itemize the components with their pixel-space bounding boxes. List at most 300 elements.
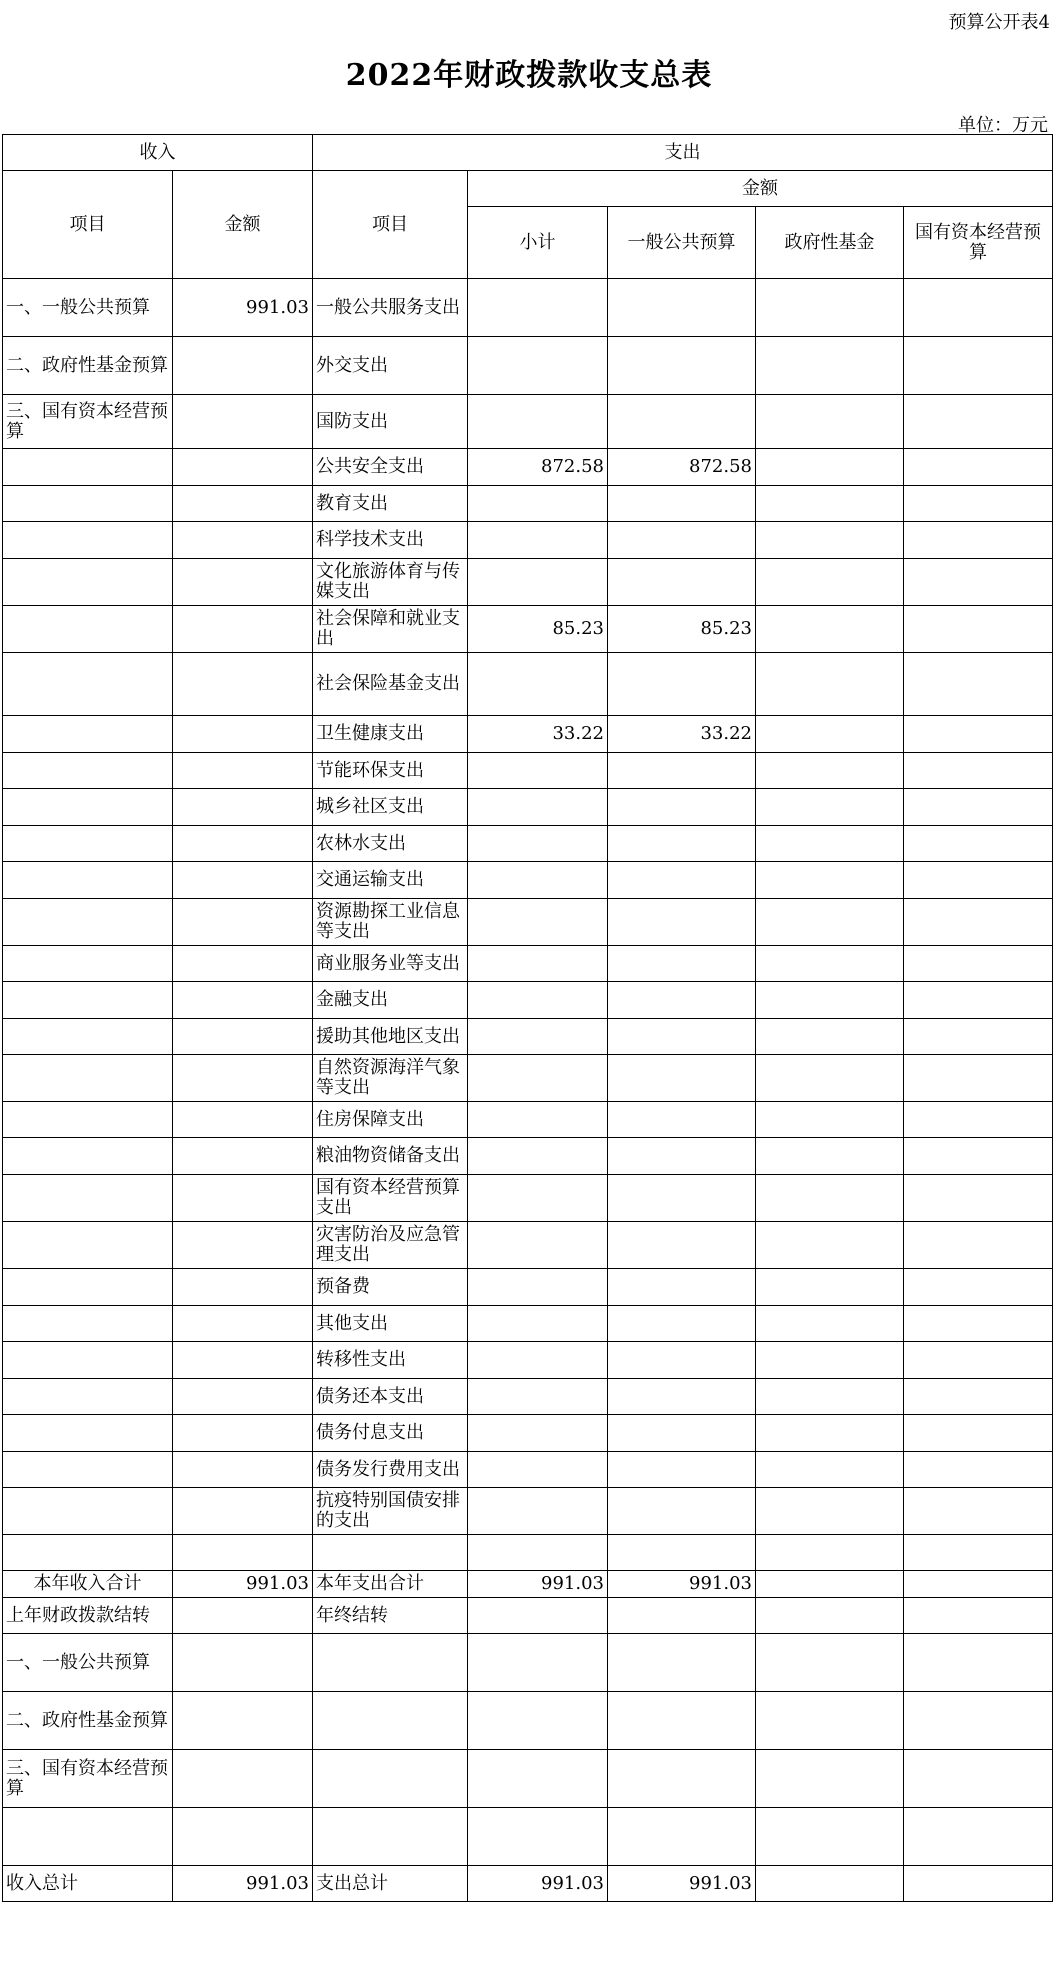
income-amount-cell xyxy=(173,449,313,486)
expense-item-header: 项目 xyxy=(313,171,468,279)
income-item-cell: 一、一般公共预算 xyxy=(3,279,173,337)
state-capital-cell xyxy=(904,1750,1053,1808)
general-budget-cell xyxy=(608,1222,756,1269)
subtotal-cell xyxy=(468,1222,608,1269)
state-capital-cell xyxy=(904,1102,1053,1138)
general-budget-cell: 872.58 xyxy=(608,449,756,486)
state-capital-cell xyxy=(904,653,1053,716)
expense-item-cell: 债务付息支出 xyxy=(313,1415,468,1452)
expense-item-cell xyxy=(313,1535,468,1571)
table-row xyxy=(3,862,1053,899)
state-capital-cell xyxy=(904,1379,1053,1415)
income-amount-cell xyxy=(173,1269,313,1306)
general-budget-cell xyxy=(608,279,756,337)
subtotal-cell xyxy=(468,1138,608,1175)
income-item-cell xyxy=(3,1452,173,1488)
subtotal-cell xyxy=(468,1488,608,1535)
state-capital-cell xyxy=(904,1055,1053,1102)
expense-item-cell xyxy=(313,1808,468,1866)
state-capital-cell xyxy=(904,449,1053,486)
gov-fund-cell xyxy=(756,1866,904,1902)
income-item-cell xyxy=(3,1175,173,1222)
income-amount-cell xyxy=(173,1808,313,1866)
state-capital-cell xyxy=(904,946,1053,982)
general-budget-cell xyxy=(608,486,756,522)
income-item-cell: 上年财政拨款结转 xyxy=(3,1598,173,1634)
expense-item-cell: 灾害防治及应急管理支出 xyxy=(313,1222,468,1269)
income-amount-header: 金额 xyxy=(173,171,313,279)
gov-fund-cell xyxy=(756,1306,904,1342)
expense-item-cell: 援助其他地区支出 xyxy=(313,1019,468,1055)
table-row xyxy=(3,982,1053,1019)
carry-row xyxy=(3,1808,1053,1866)
expense-item-cell: 预备费 xyxy=(313,1269,468,1306)
expense-item-cell: 卫生健康支出 xyxy=(313,716,468,753)
table-row xyxy=(3,1535,1053,1571)
state-capital-cell xyxy=(904,1019,1053,1055)
income-amount-cell xyxy=(173,1306,313,1342)
table-row xyxy=(3,899,1053,946)
gov-fund-cell xyxy=(756,1222,904,1269)
general-budget-cell xyxy=(608,1598,756,1634)
table-row xyxy=(3,753,1053,789)
general-budget-cell xyxy=(608,1019,756,1055)
state-capital-cell xyxy=(904,1488,1053,1535)
subtotal-cell xyxy=(468,395,608,449)
gov-fund-cell xyxy=(756,716,904,753)
state-capital-cell xyxy=(904,1634,1053,1692)
gov-fund-cell xyxy=(756,946,904,982)
page-title: 2022年财政拨款收支总表 xyxy=(345,58,713,93)
general-budget-cell xyxy=(608,522,756,559)
income-item-cell xyxy=(3,862,173,899)
expense-item-cell xyxy=(313,1692,468,1750)
income-amount-cell: 991.03 xyxy=(173,279,313,337)
income-item-cell xyxy=(3,826,173,862)
gov-fund-cell xyxy=(756,1535,904,1571)
gov-fund-cell xyxy=(756,1488,904,1535)
income-item-cell: 二、政府性基金预算 xyxy=(3,337,173,395)
income-amount-cell xyxy=(173,862,313,899)
income-amount-cell xyxy=(173,1175,313,1222)
income-item-cell xyxy=(3,1415,173,1452)
general-budget-cell xyxy=(608,395,756,449)
state-capital-cell xyxy=(904,862,1053,899)
state-capital-cell xyxy=(904,1138,1053,1175)
income-item-cell xyxy=(3,522,173,559)
gov-fund-cell xyxy=(756,753,904,789)
income-amount-cell xyxy=(173,1342,313,1379)
income-header: 收入 xyxy=(3,135,313,171)
income-item-cell xyxy=(3,753,173,789)
gov-fund-cell xyxy=(756,1055,904,1102)
general-budget-cell xyxy=(608,1342,756,1379)
table-row xyxy=(3,1415,1053,1452)
general-budget-cell xyxy=(608,1269,756,1306)
income-amount-cell xyxy=(173,1019,313,1055)
state-capital-cell xyxy=(904,753,1053,789)
subtotal-cell xyxy=(468,1750,608,1808)
income-amount-cell xyxy=(173,1222,313,1269)
general-budget-cell xyxy=(608,1692,756,1750)
income-item-cell xyxy=(3,1342,173,1379)
gov-fund-cell xyxy=(756,1269,904,1306)
gov-fund-cell xyxy=(756,826,904,862)
income-amount-cell xyxy=(173,899,313,946)
state-capital-cell xyxy=(904,559,1053,606)
income-item-cell xyxy=(3,486,173,522)
expense-item-cell: 年终结转 xyxy=(313,1598,468,1634)
state-capital-cell xyxy=(904,1535,1053,1571)
income-amount-cell xyxy=(173,606,313,653)
general-budget-cell xyxy=(608,337,756,395)
subtotal-cell xyxy=(468,1415,608,1452)
carry-row xyxy=(3,1634,1053,1692)
income-amount-cell: 991.03 xyxy=(173,1571,313,1598)
income-item-cell xyxy=(3,1306,173,1342)
table-row xyxy=(3,279,1053,337)
state-capital-cell xyxy=(904,395,1053,449)
income-item-cell: 三、国有资本经营预算 xyxy=(3,395,173,449)
expense-item-cell: 资源勘探工业信息等支出 xyxy=(313,899,468,946)
gov-fund-cell xyxy=(756,395,904,449)
expense-item-cell: 住房保障支出 xyxy=(313,1102,468,1138)
income-amount-cell xyxy=(173,716,313,753)
income-item-cell: 一、一般公共预算 xyxy=(3,1634,173,1692)
income-amount-cell xyxy=(173,946,313,982)
table-row xyxy=(3,1175,1053,1222)
expense-item-cell: 自然资源海洋气象等支出 xyxy=(313,1055,468,1102)
state-capital-cell xyxy=(904,1452,1053,1488)
income-item-cell xyxy=(3,982,173,1019)
table-row xyxy=(3,1138,1053,1175)
table-row xyxy=(3,559,1053,606)
subtotal-cell xyxy=(468,653,608,716)
subtotal-cell xyxy=(468,982,608,1019)
general-budget-cell xyxy=(608,1535,756,1571)
income-amount-cell xyxy=(173,653,313,716)
income-item-cell xyxy=(3,1808,173,1866)
subtotal-cell xyxy=(468,862,608,899)
expense-item-cell: 交通运输支出 xyxy=(313,862,468,899)
general-budget-cell xyxy=(608,753,756,789)
table-row xyxy=(3,522,1053,559)
table-row xyxy=(3,653,1053,716)
subtotal-cell xyxy=(468,1535,608,1571)
income-item-cell xyxy=(3,1379,173,1415)
expense-item-cell: 外交支出 xyxy=(313,337,468,395)
gov-fund-cell xyxy=(756,1571,904,1598)
income-item-cell xyxy=(3,946,173,982)
general-budget-cell: 33.22 xyxy=(608,716,756,753)
gov-fund-cell xyxy=(756,653,904,716)
income-item-cell xyxy=(3,716,173,753)
header-row-2 xyxy=(3,171,1053,207)
subtotal-cell xyxy=(468,1055,608,1102)
expense-item-cell: 支出总计 xyxy=(313,1866,468,1902)
general-budget-cell xyxy=(608,1306,756,1342)
income-amount-cell xyxy=(173,486,313,522)
table-row xyxy=(3,789,1053,826)
table-row xyxy=(3,1019,1053,1055)
general-budget-cell xyxy=(608,899,756,946)
general-budget-cell xyxy=(608,1102,756,1138)
gov-fund-cell xyxy=(756,486,904,522)
expense-item-cell: 国有资本经营预算支出 xyxy=(313,1175,468,1222)
income-amount-cell xyxy=(173,1692,313,1750)
table-row xyxy=(3,449,1053,486)
grand-total-row xyxy=(3,1866,1053,1902)
subtotal-cell xyxy=(468,1808,608,1866)
income-item-cell xyxy=(3,1222,173,1269)
gov-fund-cell xyxy=(756,982,904,1019)
state-capital-cell xyxy=(904,486,1053,522)
subtotal-cell: 991.03 xyxy=(468,1866,608,1902)
expense-item-cell: 文化旅游体育与传媒支出 xyxy=(313,559,468,606)
subtotal-cell xyxy=(468,1452,608,1488)
expense-item-cell: 城乡社区支出 xyxy=(313,789,468,826)
carry-row xyxy=(3,1692,1053,1750)
general-budget-cell xyxy=(608,826,756,862)
table-row xyxy=(3,1222,1053,1269)
table-row xyxy=(3,1055,1053,1102)
income-item-cell xyxy=(3,449,173,486)
income-amount-cell xyxy=(173,1488,313,1535)
income-item-cell xyxy=(3,653,173,716)
expense-item-cell: 债务还本支出 xyxy=(313,1379,468,1415)
gov-fund-cell xyxy=(756,899,904,946)
subtotal-cell xyxy=(468,1692,608,1750)
general-budget-cell xyxy=(608,1488,756,1535)
income-amount-cell xyxy=(173,1415,313,1452)
table-row xyxy=(3,946,1053,982)
table-row xyxy=(3,1342,1053,1379)
subtotal-cell xyxy=(468,1379,608,1415)
general-budget-cell xyxy=(608,653,756,716)
gov-fund-header: 政府性基金 xyxy=(756,207,904,279)
state-capital-cell xyxy=(904,1598,1053,1634)
gov-fund-cell xyxy=(756,1342,904,1379)
subtotal-cell xyxy=(468,1102,608,1138)
income-amount-cell xyxy=(173,1535,313,1571)
table-row xyxy=(3,606,1053,653)
expense-amount-header: 金额 xyxy=(468,171,1053,207)
general-budget-cell xyxy=(608,982,756,1019)
subtotal-header: 小计 xyxy=(468,207,608,279)
table-number-note: 预算公开表4 xyxy=(948,12,1050,33)
subtotal-cell xyxy=(468,946,608,982)
income-amount-cell xyxy=(173,1102,313,1138)
state-capital-cell xyxy=(904,1808,1053,1866)
expense-item-cell: 抗疫特别国债安排的支出 xyxy=(313,1488,468,1535)
gov-fund-cell xyxy=(756,1750,904,1808)
gov-fund-cell xyxy=(756,449,904,486)
expense-item-cell: 公共安全支出 xyxy=(313,449,468,486)
carry-row xyxy=(3,1750,1053,1808)
gov-fund-cell xyxy=(756,606,904,653)
expense-item-cell: 转移性支出 xyxy=(313,1342,468,1379)
income-amount-cell xyxy=(173,1634,313,1692)
income-amount-cell xyxy=(173,753,313,789)
general-budget-cell xyxy=(608,1415,756,1452)
table-row xyxy=(3,1452,1053,1488)
table-row xyxy=(3,1379,1053,1415)
subtotal-cell xyxy=(468,1342,608,1379)
income-item-cell xyxy=(3,1269,173,1306)
expense-item-cell xyxy=(313,1634,468,1692)
income-item-cell: 二、政府性基金预算 xyxy=(3,1692,173,1750)
subtotal-cell: 85.23 xyxy=(468,606,608,653)
subtotal-cell xyxy=(468,279,608,337)
expense-item-cell: 一般公共服务支出 xyxy=(313,279,468,337)
income-amount-cell xyxy=(173,789,313,826)
state-capital-cell xyxy=(904,1306,1053,1342)
gov-fund-cell xyxy=(756,1598,904,1634)
income-item-cell xyxy=(3,1138,173,1175)
income-amount-cell xyxy=(173,1138,313,1175)
income-item-cell xyxy=(3,559,173,606)
expense-header: 支出 xyxy=(313,135,1053,171)
general-budget-cell xyxy=(608,789,756,826)
gov-fund-cell xyxy=(756,522,904,559)
income-item-header: 项目 xyxy=(3,171,173,279)
table-row xyxy=(3,486,1053,522)
gov-fund-cell xyxy=(756,337,904,395)
total-row xyxy=(3,1571,1053,1598)
expense-item-cell: 社会保障和就业支出 xyxy=(313,606,468,653)
income-item-cell xyxy=(3,1102,173,1138)
state-capital-header: 国有资本经营预算 xyxy=(904,207,1053,279)
gov-fund-cell xyxy=(756,789,904,826)
state-capital-cell xyxy=(904,1692,1053,1750)
expense-item-cell: 粮油物资储备支出 xyxy=(313,1138,468,1175)
subtotal-cell xyxy=(468,486,608,522)
expense-item-cell: 其他支出 xyxy=(313,1306,468,1342)
state-capital-cell xyxy=(904,522,1053,559)
state-capital-cell xyxy=(904,1415,1053,1452)
expense-item-cell: 金融支出 xyxy=(313,982,468,1019)
table-row xyxy=(3,1102,1053,1138)
state-capital-cell xyxy=(904,1175,1053,1222)
state-capital-cell xyxy=(904,1571,1053,1598)
income-item-cell xyxy=(3,1535,173,1571)
subtotal-cell xyxy=(468,753,608,789)
income-item-cell: 三、国有资本经营预算 xyxy=(3,1750,173,1808)
income-amount-cell xyxy=(173,1750,313,1808)
state-capital-cell xyxy=(904,279,1053,337)
income-amount-cell xyxy=(173,1598,313,1634)
subtotal-cell xyxy=(468,522,608,559)
expense-item-cell: 商业服务业等支出 xyxy=(313,946,468,982)
gov-fund-cell xyxy=(756,559,904,606)
subtotal-cell xyxy=(468,1269,608,1306)
income-item-cell xyxy=(3,1055,173,1102)
gov-fund-cell xyxy=(756,1415,904,1452)
subtotal-cell xyxy=(468,899,608,946)
income-amount-cell xyxy=(173,1055,313,1102)
gov-fund-cell xyxy=(756,1808,904,1866)
general-budget-cell xyxy=(608,1175,756,1222)
income-item-cell xyxy=(3,789,173,826)
gov-fund-cell xyxy=(756,1692,904,1750)
general-budget-cell xyxy=(608,862,756,899)
income-item-cell xyxy=(3,1019,173,1055)
state-capital-cell xyxy=(904,1269,1053,1306)
general-budget-cell xyxy=(608,1750,756,1808)
income-amount-cell xyxy=(173,826,313,862)
expense-item-cell: 债务发行费用支出 xyxy=(313,1452,468,1488)
expense-item-cell xyxy=(313,1750,468,1808)
income-amount-cell xyxy=(173,395,313,449)
budget-table xyxy=(2,134,1053,1902)
income-amount-cell xyxy=(173,1379,313,1415)
general-budget-cell xyxy=(608,1808,756,1866)
state-capital-cell xyxy=(904,899,1053,946)
state-capital-cell xyxy=(904,1222,1053,1269)
table-row xyxy=(3,1306,1053,1342)
income-item-cell xyxy=(3,606,173,653)
state-capital-cell xyxy=(904,337,1053,395)
income-item-cell: 收入总计 xyxy=(3,1866,173,1902)
general-budget-cell xyxy=(608,1055,756,1102)
subtotal-cell xyxy=(468,789,608,826)
income-amount-cell: 991.03 xyxy=(173,1866,313,1902)
state-capital-cell xyxy=(904,606,1053,653)
state-capital-cell xyxy=(904,826,1053,862)
general-budget-cell xyxy=(608,559,756,606)
income-item-cell: 本年收入合计 xyxy=(3,1571,173,1598)
expense-item-cell: 教育支出 xyxy=(313,486,468,522)
table-row xyxy=(3,395,1053,449)
general-budget-cell xyxy=(608,1138,756,1175)
income-amount-cell xyxy=(173,337,313,395)
subtotal-cell xyxy=(468,1175,608,1222)
general-budget-cell: 991.03 xyxy=(608,1571,756,1598)
income-amount-cell xyxy=(173,982,313,1019)
subtotal-cell xyxy=(468,337,608,395)
gov-fund-cell xyxy=(756,1102,904,1138)
expense-item-cell: 国防支出 xyxy=(313,395,468,449)
subtotal-cell xyxy=(468,559,608,606)
subtotal-cell xyxy=(468,1019,608,1055)
general-budget-header: 一般公共预算 xyxy=(608,207,756,279)
income-amount-cell xyxy=(173,559,313,606)
state-capital-cell xyxy=(904,982,1053,1019)
gov-fund-cell xyxy=(756,862,904,899)
income-item-cell xyxy=(3,1488,173,1535)
expense-item-cell: 科学技术支出 xyxy=(313,522,468,559)
subtotal-cell: 991.03 xyxy=(468,1571,608,1598)
subtotal-cell: 872.58 xyxy=(468,449,608,486)
table-row xyxy=(3,1269,1053,1306)
table-row xyxy=(3,337,1053,395)
gov-fund-cell xyxy=(756,1138,904,1175)
table-row xyxy=(3,1488,1053,1535)
gov-fund-cell xyxy=(756,1019,904,1055)
general-budget-cell xyxy=(608,1379,756,1415)
state-capital-cell xyxy=(904,1342,1053,1379)
subtotal-cell: 33.22 xyxy=(468,716,608,753)
subtotal-cell xyxy=(468,826,608,862)
expense-item-cell: 节能环保支出 xyxy=(313,753,468,789)
general-budget-cell: 85.23 xyxy=(608,606,756,653)
income-amount-cell xyxy=(173,1452,313,1488)
state-capital-cell xyxy=(904,789,1053,826)
expense-item-cell: 社会保险基金支出 xyxy=(313,653,468,716)
gov-fund-cell xyxy=(756,1452,904,1488)
subtotal-cell xyxy=(468,1634,608,1692)
general-budget-cell: 991.03 xyxy=(608,1866,756,1902)
